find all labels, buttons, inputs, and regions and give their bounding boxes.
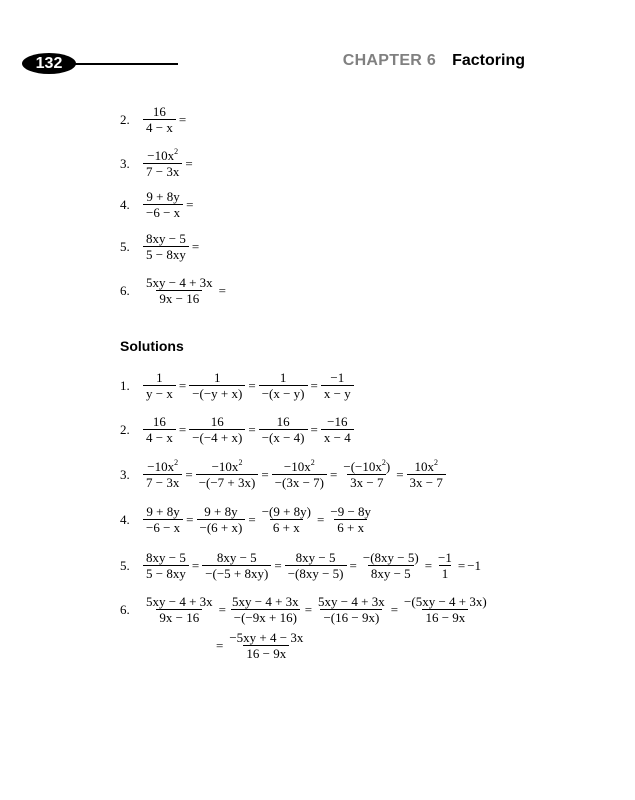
- equals-sign: =: [330, 466, 338, 482]
- solution-number: 3.: [120, 466, 130, 482]
- numerator: 9 + 8y: [204, 504, 238, 519]
- equals-sign: =: [390, 601, 399, 617]
- denominator: −(8xy − 5): [285, 565, 347, 581]
- fraction: [143, 104, 176, 135]
- denominator: x − 4: [321, 429, 354, 445]
- header-rule: [70, 63, 178, 65]
- fraction: [143, 414, 176, 445]
- fraction: [340, 459, 393, 490]
- denominator: 16 − 9x: [422, 609, 468, 625]
- denominator: y − x: [143, 385, 176, 401]
- solution-1: [120, 370, 355, 401]
- page-number-badge: 132: [22, 53, 76, 74]
- denominator: 5 − 8xy: [143, 246, 189, 262]
- numerator: 16: [210, 414, 224, 429]
- fraction: [327, 504, 374, 535]
- numerator: 5xy − 4 + 3x: [232, 594, 299, 609]
- numerator: $10x^2$: [414, 458, 438, 474]
- denominator: −(−7 + 3x): [196, 474, 259, 490]
- equals-sign: =: [261, 466, 269, 482]
- fraction: [202, 550, 271, 581]
- numerator: $-10x^2$: [211, 458, 243, 474]
- solution-6: [120, 594, 491, 625]
- equals-sign: =: [186, 196, 194, 212]
- solution-2: [120, 414, 355, 445]
- fraction: [360, 550, 422, 581]
- denominator: 9x − 16: [156, 290, 202, 306]
- numerator: −(8xy − 5): [362, 550, 419, 565]
- numerator: 5xy − 4 + 3x: [318, 594, 385, 609]
- fraction: [197, 504, 246, 535]
- solution-number: 6.: [120, 601, 130, 617]
- denominator: 5 − 8xy: [143, 565, 189, 581]
- denominator: 16 − 9x: [243, 645, 289, 661]
- fraction: [259, 504, 314, 535]
- numerator: 5xy − 4 + 3x: [146, 275, 213, 290]
- solution-number: 1.: [120, 377, 130, 393]
- numerator: 16: [276, 414, 290, 429]
- fraction: [272, 459, 327, 490]
- equals-sign: =: [274, 557, 282, 573]
- denominator: −(−5 + 8xy): [202, 565, 271, 581]
- equals-sign: =: [310, 377, 318, 393]
- fraction: [435, 550, 455, 581]
- numerator: 16: [152, 414, 166, 429]
- equals-sign: =: [185, 466, 193, 482]
- numerator: 1: [156, 370, 163, 385]
- problem-3: [120, 148, 195, 179]
- equals-sign: =: [218, 601, 227, 617]
- equals-sign: =: [216, 637, 224, 653]
- numerator: −5xy + 4 − 3x: [229, 630, 304, 645]
- fraction: [285, 550, 347, 581]
- denominator: 6 + x: [334, 519, 367, 535]
- fraction: [143, 370, 176, 401]
- numerator: −9 − 8y: [330, 504, 372, 519]
- denominator: −(−9x + 16): [231, 609, 300, 625]
- numerator: 9 + 8y: [146, 504, 180, 519]
- fraction: [401, 594, 490, 625]
- problem-4: [120, 189, 196, 220]
- numerator: 8xy − 5: [216, 550, 257, 565]
- problem-number: 3.: [120, 155, 130, 171]
- equals-sign: =: [178, 377, 187, 393]
- fraction: [143, 189, 183, 220]
- equals-sign: =: [304, 601, 313, 617]
- numerator: 9 + 8y: [146, 189, 180, 204]
- solution-number: 4.: [120, 511, 130, 527]
- numerator: 16: [152, 104, 166, 119]
- denominator: 4 − x: [143, 429, 176, 445]
- fraction: [143, 459, 182, 490]
- equals-sign: =: [317, 511, 325, 527]
- numerator: $-10x^2$: [147, 458, 179, 474]
- denominator: 6 + x: [270, 519, 303, 535]
- problem-number: 6.: [120, 282, 130, 298]
- denominator: −(−y + x): [189, 385, 245, 401]
- fraction: [259, 370, 308, 401]
- solution-number: 5.: [120, 557, 130, 573]
- fraction: [259, 414, 308, 445]
- denominator: 7 − 3x: [143, 163, 182, 179]
- equals-sign: =: [178, 111, 187, 127]
- numerator: $-10x^2$: [283, 458, 315, 474]
- equals-sign: =: [248, 421, 256, 437]
- solutions-heading: Solutions: [120, 338, 184, 354]
- numerator: −(5xy − 4 + 3x): [404, 594, 487, 609]
- problem-number: 2.: [120, 111, 130, 127]
- numerator: −1: [438, 550, 452, 565]
- denominator: 4 − x: [143, 119, 176, 135]
- problem-2: [120, 104, 188, 135]
- fraction: [143, 504, 183, 535]
- denominator: 3x − 7: [407, 474, 446, 490]
- denominator: −(x − 4): [259, 429, 308, 445]
- numerator: 1: [279, 370, 287, 385]
- equals-sign: =: [248, 377, 256, 393]
- fraction: [189, 414, 245, 445]
- equals-sign: =: [218, 282, 227, 298]
- fraction: [196, 459, 259, 490]
- fraction: [143, 148, 182, 179]
- denominator: 8xy − 5: [368, 565, 414, 581]
- equals-sign: =: [191, 557, 200, 573]
- result-value: −1: [467, 557, 482, 573]
- solution-6-continued: [214, 630, 307, 661]
- numerator: 5xy − 4 + 3x: [146, 594, 213, 609]
- solution-number: 2.: [120, 421, 130, 437]
- denominator: 9x − 16: [156, 609, 202, 625]
- equals-sign: =: [396, 466, 404, 482]
- equals-sign: =: [186, 511, 194, 527]
- fraction: [315, 594, 388, 625]
- fraction: [407, 459, 446, 490]
- numerator: −(9 + 8y): [261, 504, 312, 519]
- fraction: [143, 594, 216, 625]
- denominator: −6 − x: [143, 519, 183, 535]
- denominator: 7 − 3x: [143, 474, 182, 490]
- fraction: [321, 414, 354, 445]
- numerator: 1: [214, 370, 221, 385]
- problem-6: [120, 275, 228, 306]
- numerator: 8xy − 5: [146, 550, 186, 565]
- fraction: [226, 630, 306, 661]
- denominator: 3x − 7: [347, 474, 386, 490]
- denominator: −(3x − 7): [272, 474, 327, 490]
- chapter-header: [343, 52, 525, 70]
- numerator: −1: [330, 370, 345, 385]
- equals-sign: =: [185, 155, 193, 171]
- fraction: [143, 231, 189, 262]
- fraction: [321, 370, 354, 401]
- fraction: [143, 550, 189, 581]
- fraction: [189, 370, 245, 401]
- chapter-label: CHAPTER 6: [342, 52, 437, 69]
- fraction: [229, 594, 302, 625]
- equals-sign: =: [178, 421, 187, 437]
- solution-5: [120, 550, 481, 581]
- denominator: −6 − x: [143, 204, 183, 220]
- chapter-title: Factoring: [452, 52, 525, 69]
- solution-4: [120, 504, 375, 535]
- equals-sign: =: [349, 557, 357, 573]
- problem-number: 5.: [120, 238, 130, 254]
- denominator: −(−4 + x): [189, 429, 245, 445]
- denominator: 1: [439, 565, 452, 581]
- equals-sign: =: [248, 511, 256, 527]
- denominator: −(16 − 9x): [320, 609, 382, 625]
- numerator: $-10x^2$: [147, 147, 179, 163]
- fraction: [143, 275, 216, 306]
- numerator: $-(-10x^2)$: [343, 458, 391, 474]
- equals-sign: =: [424, 557, 433, 573]
- denominator: x − y: [321, 385, 354, 401]
- numerator: 8xy − 5: [146, 231, 186, 246]
- problem-number: 4.: [120, 196, 130, 212]
- denominator: −(6 + x): [197, 519, 246, 535]
- equals-sign: =: [457, 557, 466, 573]
- equals-sign: =: [191, 238, 200, 254]
- solution-3: [120, 459, 447, 490]
- numerator: −16: [327, 414, 348, 429]
- denominator: −(x − y): [259, 385, 308, 401]
- equals-sign: =: [310, 421, 318, 437]
- problem-5: [120, 231, 201, 262]
- numerator: 8xy − 5: [295, 550, 336, 565]
